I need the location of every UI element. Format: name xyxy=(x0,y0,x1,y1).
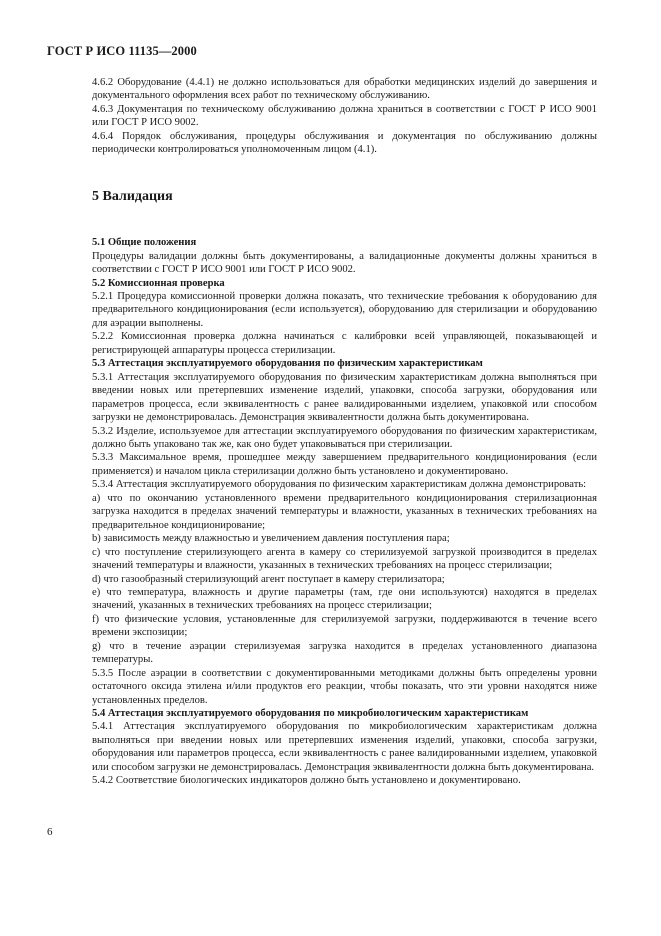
list-item-5-3-4-d: d) что газообразный стерилизующий агент поступает в камеру стерилизатора; xyxy=(92,573,445,585)
subsection-5-4-title: 5.4 Аттестация эксплуатируемого оборудования по микробиологическим характеристикам xyxy=(92,708,529,720)
paragraph-5-2-1: 5.2.1 Процедура комиссионной проверки должна показать, что технические требования к оборудованию для предварительного кондиционирования (если используется), оборудованию для стерилизации и оборудованию для аэрации выполнены. xyxy=(92,290,597,329)
paragraph-5-3-3: 5.3.3 Максимальное время, прошедшее между завершением предварительного кондиционирования (если применяется) и началом цикла стерилизации должно быть установлено и документировано. xyxy=(92,452,597,477)
subsection-5-1-title: 5.1 Общие положения xyxy=(92,237,197,249)
document-header: ГОСТ Р ИСО 11135—2000 xyxy=(47,44,197,58)
list-item-5-3-4-f: f) что физические условия, установленные для стерилизуемой загрузки, поддерживаются в течение всего времени экспозиции; xyxy=(92,613,597,639)
paragraph-5-4-1: 5.4.1 Аттестация эксплуатируемого оборудования по микробиологическим характеристикам должна выполняться при введении новых или претерпевших изменения изделий, упаковки, способа загрузки, оборудования или параметров процесса, если эквивалентность с ранее валидированными изделием, упаковкой или способом загрузки не демонстрировалась. Демонстрация эквивалентности должна быть документирована. xyxy=(92,721,597,773)
paragraph-5-3-4: 5.3.4 Аттестация эксплуатируемого оборудования по физическим характеристикам должна демонстрировать: xyxy=(92,479,587,491)
paragraph-4-6-3: 4.6.3 Документация по техническому обслуживанию должна храниться в соответствии с ГОСТ Р ИСО 9001 или ГОСТ Р ИСО 9002. xyxy=(92,103,597,129)
page-number: 6 xyxy=(47,826,53,838)
document-body xyxy=(92,76,597,788)
paragraph-5-3-5: 5.3.5 После аэрации в соответствии с документированными методиками должны быть определены уровни остаточного оксида этилена и/или продуктов его реакции, чтобы показать, что эти уровни находятся ниже установленных пределов. xyxy=(92,667,597,706)
section-5-title: 5 Валидация xyxy=(92,188,173,204)
paragraph-5-3-1: 5.3.1 Аттестация эксплуатируемого оборудования по физическим характеристикам должна выполняться при введении новых или претерпевших изменение изделий, упаковки, способа загрузки, оборудования или параметров процесса, если эквивалентность с ранее валидированными изделием, упаковкой или способом загрузки не демонстрировалась. Демонстрация эквивалентности должна быть документирована. xyxy=(92,371,597,424)
list-item-5-3-4-e: е) что температура, влажность и другие параметры (там, где они используются) находятся в пределах значений, указанных в технических требованиях на процесс стерилизации; xyxy=(92,586,597,612)
list-item-5-3-4-g: g) что в течение аэрации стерилизуемая загрузка находится в пределах установленного диапазона температуры. xyxy=(92,640,597,666)
subsection-5-3-title: 5.3 Аттестация эксплуатируемого оборудования по физическим характеристикам xyxy=(92,358,483,370)
paragraph-5-2-2: 5.2.2 Комиссионная проверка должна начинаться с калибровки всей управляющей, показывающей и регистрирующей аппаратуры процесса стерилизации. xyxy=(92,331,597,356)
paragraph-4-6-4: 4.6.4 Порядок обслуживания, процедуры обслуживания и документация по обслуживанию должны периодически контролироваться уполномоченным лицом (4.1). xyxy=(92,130,597,156)
list-item-5-3-4-c: с) что поступление стерилизующего агента в камеру со стерилизуемой загрузкой производится в пределах значений температуры и влажности, указанных в технических требованиях на процесс стерилизации; xyxy=(92,546,597,572)
paragraph-4-6-2: 4.6.2 Оборудование (4.4.1) не должно использоваться для обработки медицинских изделий до завершения и документального оформления всех работ по техническому обслуживанию. xyxy=(92,77,597,102)
paragraph-5-1: Процедуры валидации должны быть документированы, а валидационные документы должны храниться в соответствии с ГОСТ Р ИСО 9001 или ГОСТ Р ИСО 9002. xyxy=(92,250,597,276)
subsection-5-2-title: 5.2 Комиссионная проверка xyxy=(92,277,225,289)
paragraph-5-4-2: 5.4.2 Соответствие биологических индикаторов должно быть установлено и документировано. xyxy=(92,775,521,787)
list-item-5-3-4-b: b) зависимость между влажностью и увеличением давления поступления пара; xyxy=(92,533,450,545)
list-item-5-3-4-a: а) что по окончанию установленного времени предварительного кондиционирования стерилизационная загрузка находится в пределах значений температуры и влажности, указанных в технических требованиях на предварительное кондиционирование; xyxy=(92,492,597,531)
paragraph-5-3-2: 5.3.2 Изделие, используемое для аттестации эксплуатируемого оборудования по физическим характеристикам, должно быть упаковано так же, как оно будет упаковываться при стерилизации. xyxy=(92,425,597,450)
